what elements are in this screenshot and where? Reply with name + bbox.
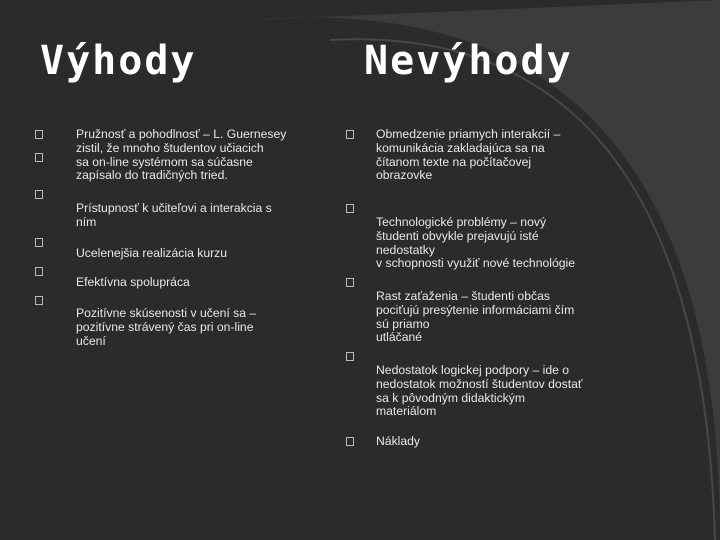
advantage-item-accessibility: Prístupnosť k učiteľovi a interakcia s ním	[76, 201, 272, 229]
advantage-item-flexibility: Pružnosť a pohodlnosť – L. Guernesey zistil, že mnoho študentov učiacich sa on-line systémom sa súčasne zapísalo do tradičných tried.	[76, 127, 287, 183]
disadvantage-item-support: Nedostatok logickej podpory – ide o nedostatok možností študentov dostať sa k pôvodným didaktickým materiálom	[376, 363, 583, 419]
disadvantage-item-load: Rast zaťaženia – študenti občas pociťujú presýtenie informáciami čím sú priamo utláčané	[376, 289, 575, 345]
bullet-icon	[346, 352, 354, 361]
disadvantage-item-costs: Náklady	[376, 434, 421, 448]
bullet-icon	[346, 437, 354, 446]
disadvantage-item-interaction: Obmedzenie priamych interakcií – komunikácia zakladajúca sa na čítanom texte na počítačovej obrazovke	[376, 127, 561, 183]
bullet-icon	[35, 153, 43, 162]
bullet-icon	[35, 296, 43, 305]
bullet-icon	[35, 238, 43, 247]
bullet-icon	[35, 267, 43, 276]
bullet-icon	[346, 130, 354, 139]
advantage-item-experience: Pozitívne skúsenosti v učení sa – pozitívne strávený čas pri on-line učení	[76, 306, 257, 348]
disadvantages-title: Nevýhody	[364, 38, 573, 84]
advantages-title: Výhody	[40, 38, 197, 84]
bullet-icon	[346, 278, 354, 287]
bullet-icon	[346, 204, 354, 213]
advantage-item-course: Ucelenejšia realizácia kurzu	[76, 246, 228, 260]
disadvantage-item-technology: Technologické problémy – nový študenti obvykle prejavujú isté nedostatky v schopnosti využiť nové technológie	[376, 215, 576, 271]
bullet-icon	[35, 190, 43, 199]
advantage-item-collaboration: Efektívna spolupráca	[76, 275, 190, 289]
bullet-icon	[35, 130, 43, 139]
